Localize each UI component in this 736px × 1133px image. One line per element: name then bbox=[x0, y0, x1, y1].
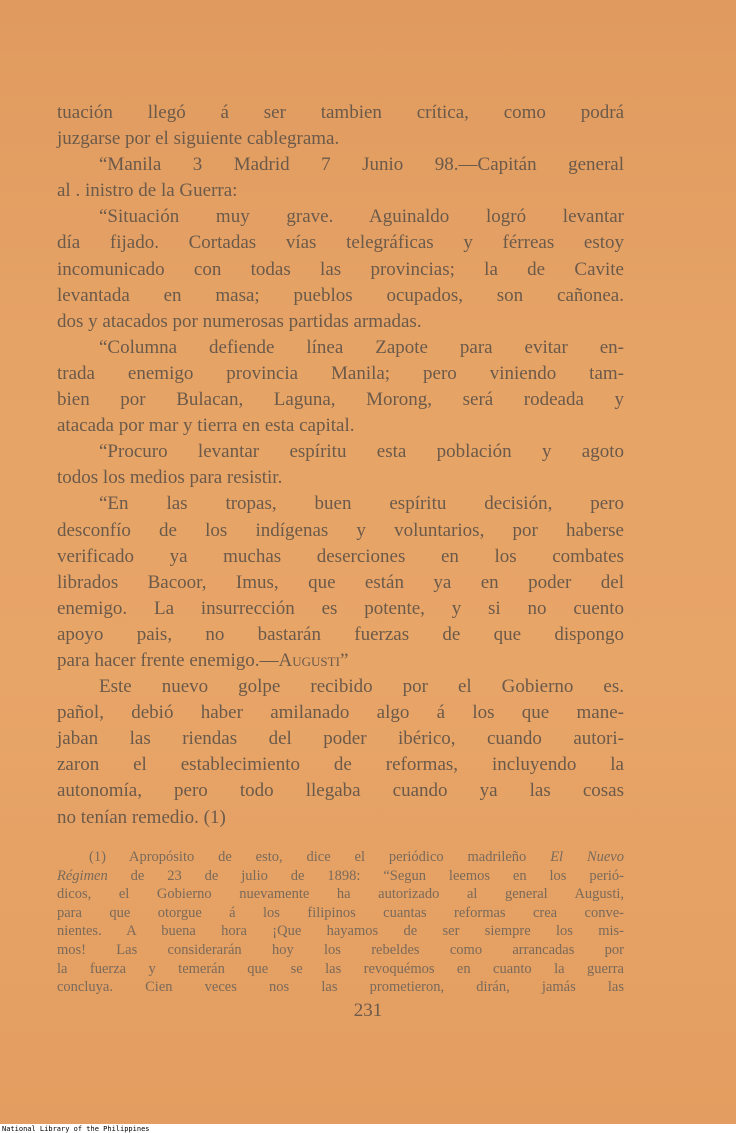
footnote-text: de 23 de julio de 1898: “Segun leemos en los perió- bbox=[107, 867, 624, 884]
body-line: atacada por mar y tierra en esta capital. bbox=[57, 415, 355, 437]
body-line: pañol, debió haber amilanado algo á los que mane- bbox=[57, 702, 624, 724]
footnote-line: mos! Las considerarán hoy los rebeldes como arrancadas por bbox=[57, 941, 624, 958]
library-watermark: National Library of the Philippines bbox=[2, 1125, 150, 1133]
body-line: dos y atacados por numerosas partidas armadas. bbox=[57, 310, 422, 332]
body-line: Este nuevo golpe recibido por el Gobierno es. bbox=[99, 676, 624, 698]
journal-title: El Nuevo bbox=[550, 849, 624, 865]
signature: Augusti bbox=[278, 649, 340, 671]
footnote-line: para que otorgue á los filipinos cuantas reformas crea conve- bbox=[57, 904, 624, 921]
body-line: verificado ya muchas deserciones en los combates bbox=[57, 545, 624, 567]
footnote bbox=[57, 848, 624, 997]
body-line: “En las tropas, buen espíritu decisión, pero bbox=[99, 493, 624, 515]
footnote-line bbox=[57, 867, 624, 886]
footnote-line: nientes. A buena hora ¡Que hayamos de ser siempre los mis- bbox=[57, 923, 624, 940]
body-line: librados Bacoor, Imus, que están ya en poder del bbox=[57, 571, 624, 593]
body-line: desconfío de los indígenas y voluntarios, por haberse bbox=[57, 519, 624, 541]
footnote-text: (1) Apropósito de esto, dice el periódico madrileño bbox=[89, 849, 551, 865]
body-line: jaban las riendas del poder ibérico, cuando autori- bbox=[57, 728, 624, 750]
body-line: “Manila 3 Madrid 7 Junio 98.—Capitán general bbox=[99, 154, 624, 176]
signature-line bbox=[57, 648, 624, 674]
footnote-line: concluya. Cien veces nos las prometieron, dirán, jamás las bbox=[57, 979, 624, 996]
body-line: levantada en masa; pueblos ocupados, son cañonea. bbox=[57, 284, 624, 306]
body-line: apoyo pais, no bastarán fuerzas de que dispongo bbox=[57, 623, 624, 645]
body-text bbox=[57, 100, 624, 831]
body-line: no tenían remedio. (1) bbox=[57, 806, 226, 828]
footnote-line bbox=[57, 848, 624, 867]
body-line: juzgarse por el siguiente cablegrama. bbox=[57, 128, 340, 150]
body-line: incomunicado con todas las provincias; la de Cavite bbox=[57, 258, 624, 280]
body-line: todos los medios para resistir. bbox=[57, 467, 283, 489]
body-line: zaron el establecimiento de reformas, incluyendo la bbox=[57, 754, 624, 776]
footnote-line: dicos, el Gobierno nuevamente ha autorizado al general Augusti, bbox=[57, 886, 624, 903]
closing-quote: ” bbox=[339, 649, 349, 671]
footnote-line: la fuerza y temerán que se las revoquémos en cuanto la guerra bbox=[57, 960, 624, 977]
body-line: bien por Bulacan, Laguna, Morong, será rodeada y bbox=[57, 389, 624, 411]
page-number: 231 bbox=[353, 1000, 383, 1021]
body-line: “Procuro levantar espíritu esta población y agoto bbox=[99, 441, 624, 463]
body-line: trada enemigo provincia Manila; pero viniendo tam- bbox=[57, 362, 624, 384]
body-line: tuación llegó á ser tambien crítica, como podrá bbox=[57, 102, 624, 123]
body-line: al . inistro de la Guerra: bbox=[57, 180, 238, 202]
body-line: “Situación muy grave. Aguinaldo logró levantar bbox=[99, 206, 624, 228]
body-line: enemigo. La insurrección es potente, y si no cuento bbox=[57, 597, 624, 619]
journal-title-cont: Régimen bbox=[57, 867, 108, 884]
body-line: para hacer frente enemigo.— bbox=[57, 649, 279, 671]
body-line: “Columna defiende línea Zapote para evitar en- bbox=[99, 336, 624, 358]
body-line: autonomía, pero todo llegaba cuando ya las cosas bbox=[57, 780, 624, 802]
body-line: día fijado. Cortadas vías telegráficas y férreas estoy bbox=[57, 232, 624, 254]
